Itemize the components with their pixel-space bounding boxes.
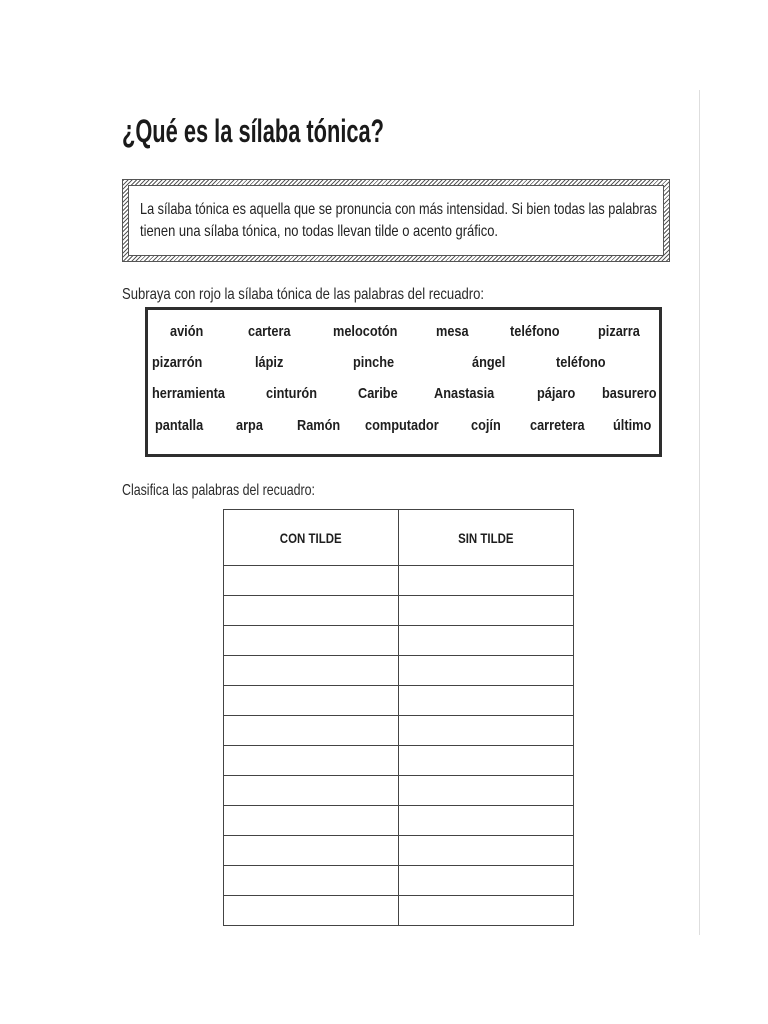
- word-item: arpa: [236, 417, 263, 434]
- table-row: [224, 656, 574, 686]
- table-cell: [224, 716, 399, 746]
- exercise2-instruction-text: Clasifica las palabras del recuadro:: [122, 482, 315, 499]
- table-cell: [224, 596, 399, 626]
- exercise1-instruction-text: Subraya con rojo la sílaba tónica de las palabras del recuadro:: [122, 286, 484, 303]
- table-cell: [224, 626, 399, 656]
- table-cell: [399, 716, 574, 746]
- word-item: cartera: [248, 323, 291, 340]
- word-item: mesa: [436, 323, 469, 340]
- table-cell: [224, 746, 399, 776]
- definition-line-2: [140, 222, 498, 242]
- word-item: avión: [170, 323, 204, 340]
- word-item: carretera: [530, 417, 585, 434]
- word-item: pantalla: [155, 417, 204, 434]
- table-cell: [399, 896, 574, 926]
- word-item: melocotón: [333, 323, 398, 340]
- word-item: ángel: [472, 354, 506, 371]
- table-cell: [224, 566, 399, 596]
- word-item: último: [613, 417, 652, 434]
- word-item: pájaro: [537, 385, 576, 402]
- table-cell: [224, 776, 399, 806]
- table-row: [224, 806, 574, 836]
- definition-line-2-text: tienen una sílaba tónica, no todas llevan tilde o acento gráfico.: [140, 223, 498, 240]
- table-cell: [399, 656, 574, 686]
- word-item: herramienta: [152, 385, 225, 402]
- table-row: [224, 896, 574, 926]
- table-cell: [224, 836, 399, 866]
- exercise2-instruction: [122, 481, 315, 501]
- word-item: teléfono: [510, 323, 560, 340]
- definition-line-1: [140, 200, 657, 220]
- exercise1-instruction: [122, 285, 484, 305]
- table-cell: [399, 836, 574, 866]
- table-cell: [399, 806, 574, 836]
- word-item: Caribe: [358, 385, 398, 402]
- table-cell: [399, 686, 574, 716]
- table-cell: [224, 686, 399, 716]
- table-row: [224, 836, 574, 866]
- page-title-text: ¿Qué es la sílaba tónica?: [122, 113, 384, 149]
- word-item: teléfono: [556, 354, 606, 371]
- word-item: lápiz: [255, 354, 284, 371]
- definition-line-1-text: La sílaba tónica es aquella que se pronuncia con más intensidad. Si bien todas las palabras: [140, 201, 657, 218]
- header-con-tilde-label: CON TILDE: [280, 529, 342, 546]
- word-item: cojín: [471, 417, 501, 434]
- table-header-row: [224, 510, 574, 566]
- word-item: Ramón: [297, 417, 341, 434]
- table-cell: [224, 806, 399, 836]
- word-item: pizarra: [598, 323, 640, 340]
- table-cell: [224, 656, 399, 686]
- table-row: [224, 626, 574, 656]
- table-row: [224, 776, 574, 806]
- table-row: [224, 686, 574, 716]
- table-row: [224, 566, 574, 596]
- word-item: Anastasia: [434, 385, 495, 402]
- page-edge-line: [699, 90, 700, 935]
- table-row: [224, 716, 574, 746]
- page-title: [122, 109, 384, 153]
- table-cell: [224, 896, 399, 926]
- table-cell: [399, 866, 574, 896]
- classification-table: [223, 509, 574, 926]
- table-row: [224, 866, 574, 896]
- table-cell: [399, 596, 574, 626]
- word-item: cinturón: [266, 385, 317, 402]
- header-con-tilde: [224, 510, 399, 566]
- word-item: basurero: [602, 385, 657, 402]
- table-cell: [399, 776, 574, 806]
- definition-box-inner: [128, 185, 664, 256]
- table-cell: [399, 566, 574, 596]
- table-row: [224, 596, 574, 626]
- table-row: [224, 746, 574, 776]
- header-sin-tilde-label: SIN TILDE: [458, 529, 514, 546]
- header-sin-tilde: [399, 510, 574, 566]
- word-item: pinche: [353, 354, 395, 371]
- table-cell: [399, 626, 574, 656]
- word-item: pizarrón: [152, 354, 203, 371]
- word-item: computador: [365, 417, 439, 434]
- table-cell: [399, 746, 574, 776]
- table-cell: [224, 866, 399, 896]
- definition-box: [122, 179, 670, 262]
